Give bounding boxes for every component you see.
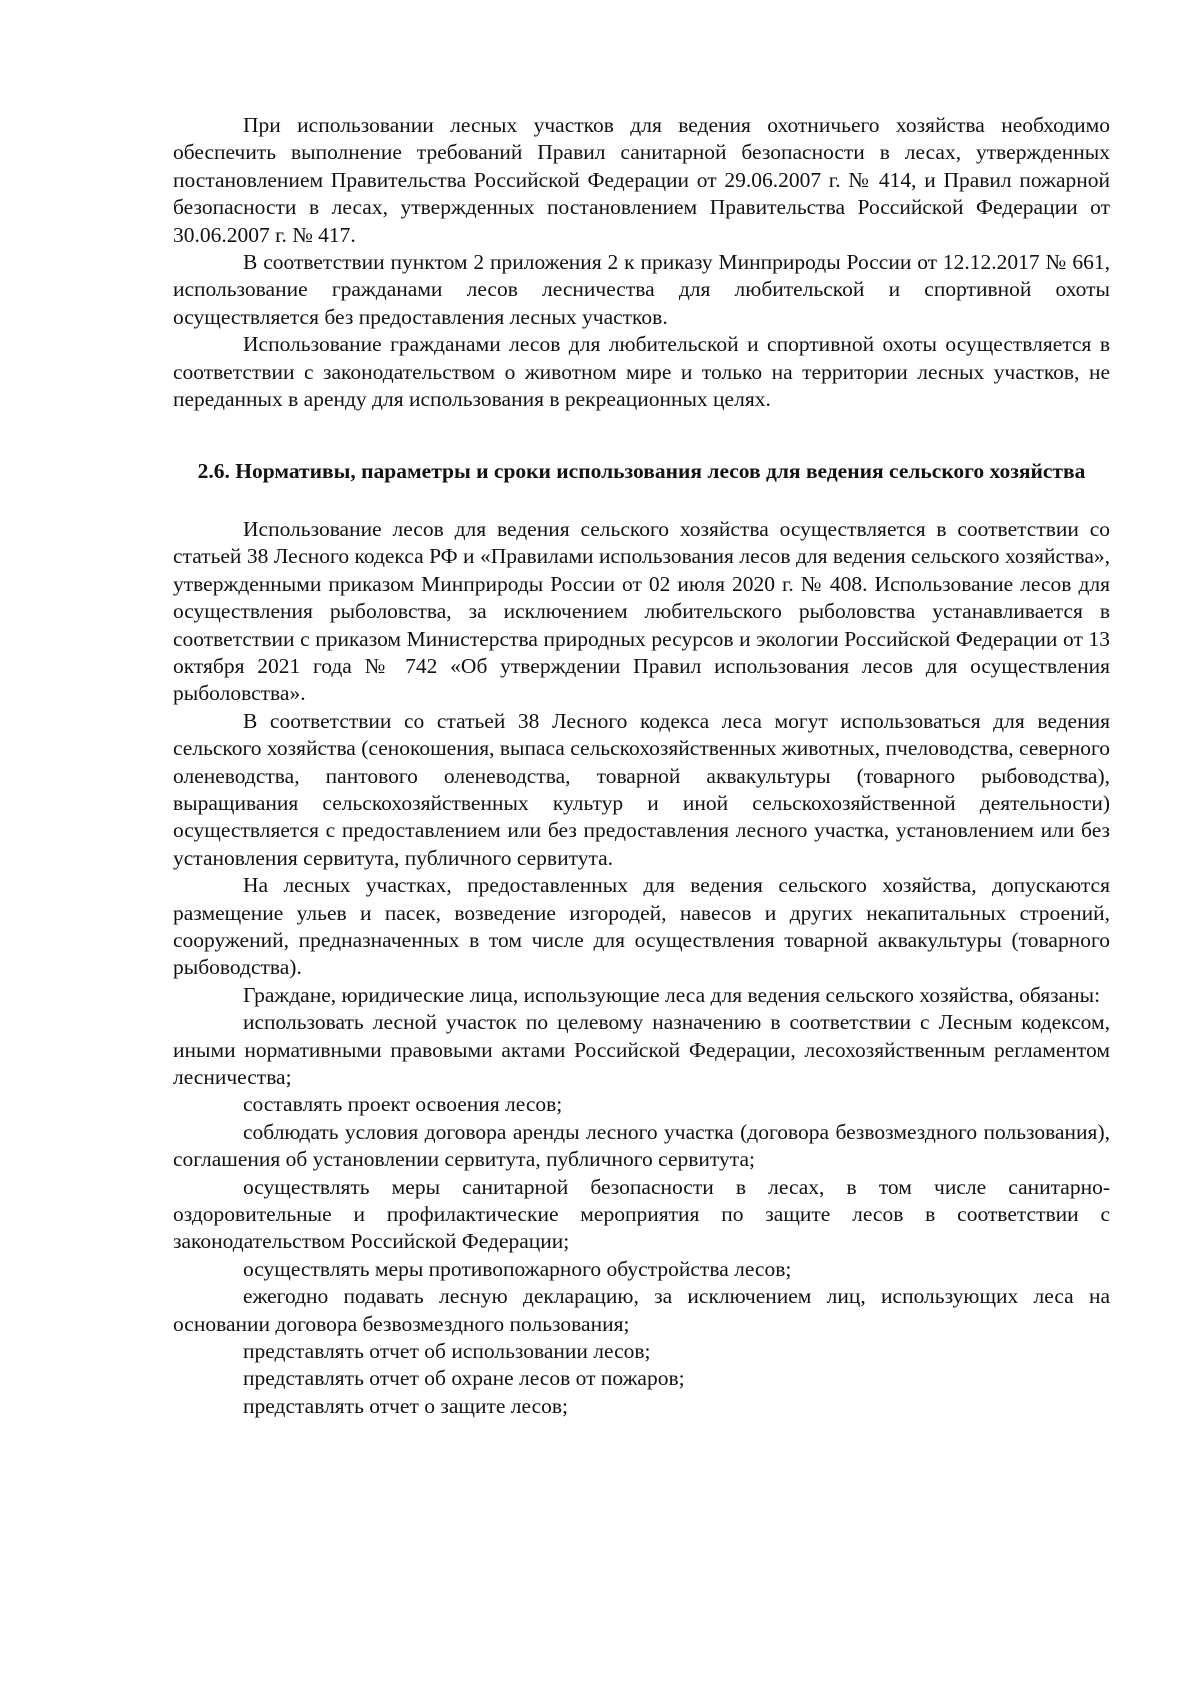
obligation-item: осуществлять меры противопожарного обустройства лесов; (243, 1256, 792, 1281)
obligation-item: представлять отчет об охране лесов от пожаров; (243, 1366, 685, 1391)
obligation-item: осуществлять меры санитарной безопасности в лесах, в том числе санитарно-оздоровительные и профилактические мероприятия по защите лесов в соответствии с законодательством Российской Федерации; (173, 1174, 1110, 1254)
paragraph-hunting-order-661: В соответствии пунктом 2 приложения 2 к приказу Минприроды России от 12.12.2017 № 661, использование гражданами лесов лесничества для любительской и спортивной охоты осуществляется без предоставления лесных участков. (173, 250, 1110, 329)
paragraph-obligations-intro: Граждане, юридические лица, использующие леса для ведения сельского хозяйства, обязаны: (243, 982, 1101, 1007)
paragraph-agriculture-legal-basis: Использование лесов для ведения сельского хозяйства осуществляется в соответствии со статьей 38 Лесного кодекса РФ и «Правилами использования лесов для ведения сельского хозяйства», утвержденными приказом Минприроды России от 02 июля 2020 г. № 408. Использование лесов для осуществления рыболовства, за исключением любительского рыболовства устанавливается в соответствии с приказом Министерства природных ресурсов и экологии Российской Федерации от 13 октября 2021 года № 742 «Об утверждении Правил использования лесов для осуществления рыболовства». (173, 516, 1110, 706)
paragraph-hunting-territory: Использование гражданами лесов для любительской и спортивной охоты осуществляется в соответствии с законодательством о животном мире и только на территории лесных участков, не переданных в аренду для использования в рекреационных целях. (173, 332, 1110, 412)
section-heading-agriculture: 2.6. Нормативы, параметры и сроки использования лесов для ведения сельского хозяйства (197, 459, 1086, 484)
obligation-item: ежегодно подавать лесную декларацию, за исключением лиц, использующих леса на основании договора безвозмездного пользования; (173, 1284, 1110, 1336)
obligation-item: использовать лесной участок по целевому назначению в соответствии с Лесным кодексом, иными нормативными правовыми актами Российской Федерации, лесохозяйственным регламентом лесничества; (173, 1010, 1110, 1089)
paragraph-agriculture-article-38: В соответствии со статьей 38 Лесного кодекса леса могут использоваться для ведения сельского хозяйства (сенокошения, выпаса сельскохозяйственных животных, пчеловодства, северного оленеводства, пантового оленеводства, товарной аквакультуры (товарного рыбоводства), выращивания сельскохозяйственных культур и иной сельскохозяйственной деятельности) осуществляется с предоставлением или без предоставления лесного участка, установлением или без установления сервитута, публичного сервитута. (173, 708, 1111, 870)
obligation-item: соблюдать условия договора аренды лесного участка (договора безвозмездного пользования), соглашения об установлении сервитута, публичного сервитута; (173, 1119, 1110, 1172)
obligation-item: представлять отчет о защите лесов; (243, 1393, 569, 1418)
paragraph-agriculture-structures: На лесных участках, предоставленных для ведения сельского хозяйства, допускаются размещение ульев и пасек, возведение изгородей, навесов и других некапитальных строений, сооружений, предназначенных в том числе для осуществления товарной аквакультуры (товарного рыбоводства). (173, 873, 1110, 980)
document-page (173, 112, 1110, 1420)
obligation-item: представлять отчет об использовании лесов; (243, 1339, 651, 1364)
obligation-item: составлять проект освоения лесов; (243, 1092, 563, 1117)
paragraph-hunting-sanitary-rules: При использовании лесных участков для ведения охотничьего хозяйства необходимо обеспечить выполнение требований Правил санитарной безопасности в лесах, утвержденных постановлением Правительства Российской Федерации от 29.06.2007 г. № 414, и Правил пожарной безопасности в лесах, утвержденных постановлением Правительства Российской Федерации от 30.06.2007 г. № 417. (173, 113, 1110, 247)
